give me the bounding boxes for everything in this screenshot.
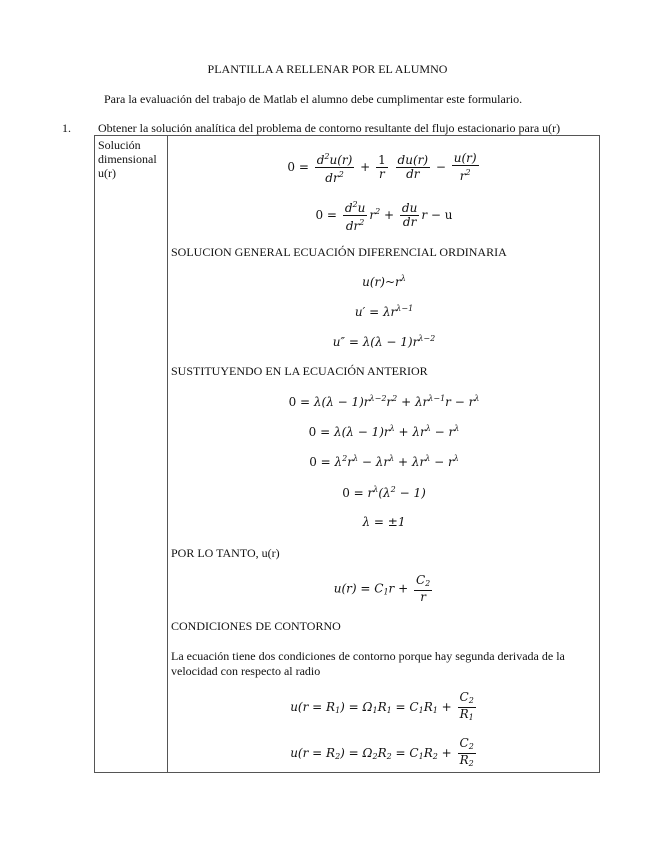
question-text: Obtener la solución analítica del problema de contorno resultante del flujo estacionario para u(r) [98, 121, 561, 135]
equation-general-solution: $u(r) = C_1r$ + $\frac{C_2}{r}$ [333, 573, 431, 604]
equation-sub-3: $0 = \lambda^2r^\lambda - \lambda r^\lambda + \lambda r^\lambda - r^\lambda$ [309, 454, 459, 469]
table-divider [167, 136, 168, 772]
answer-table [94, 135, 600, 773]
equation-bc-1: $u(r = R_1) = \Omega_1R_1 = C_1R_1$ + $\frac{C_2}{R_1}$ [290, 690, 474, 722]
page-title: PLANTILLA A RELLENAR POR EL ALUMNO [207, 62, 448, 76]
section-boundary: CONDICIONES DE CONTORNO [171, 619, 341, 633]
row-label-line-1: Solución [98, 138, 141, 152]
section-therefore: POR LO TANTO, u(r) [171, 546, 280, 560]
equation-sub-4: $0 = r^\lambda(\lambda^2 - 1)$ [342, 485, 426, 500]
section-general-solution: SOLUCION GENERAL ECUACIÓN DIFERENCIAL ORDINARIA [171, 245, 507, 259]
boundary-explanation: La ecuación tiene dos condiciones de contorno porque hay segunda derivada de la velocidad con respecto al radio [171, 649, 565, 678]
intro-text: Para la evaluación del trabajo de Matlab el alumno debe cumplimentar este formulario. [104, 92, 523, 106]
question-number: 1. [62, 121, 71, 135]
equation-second-derivative: $u'' = \lambda(\lambda - 1)r^{\lambda-2}$ [332, 334, 436, 349]
row-label-line-2: dimensional [98, 152, 157, 166]
equation-first-derivative: $u' = \lambda r^{\lambda-1}$ [354, 304, 414, 319]
equation-roots: λ = ±1 [362, 515, 406, 529]
section-substitute: SUSTITUYENDO EN LA ECUACIÓN ANTERIOR [171, 364, 428, 378]
equation-trial: $u(r)\sim r^\lambda$ [362, 274, 406, 289]
equation-sub-2: $0 = \lambda(\lambda - 1)r^\lambda + \lambda r^\lambda - r^\lambda$ [308, 424, 460, 439]
equation-ode-multiplied: 0 = $\frac{d^2u}{dr^2}$ $r^2$ + $\frac{du}{dr}$ r − u [315, 200, 453, 233]
row-label [98, 138, 164, 180]
equation-sub-1: $0 = \lambda(\lambda - 1)r^{\lambda-2}r^2 + \lambda r^{\lambda-1}r - r^\lambda$ [288, 394, 480, 409]
equation-ode: 0 = $\frac{d^2u(r)}{dr^2}$ + $\frac{1}{r}$ $\frac{du(r)}{dr}$ − $\frac{u(r)}{r^2}$ [287, 151, 477, 185]
equation-bc-2: $u(r = R_2) = \Omega_2R_2 = C_1R_2$ + $\frac{C_2}{R_2}$ [290, 736, 474, 768]
row-label-line-3: u(r) [98, 166, 116, 180]
